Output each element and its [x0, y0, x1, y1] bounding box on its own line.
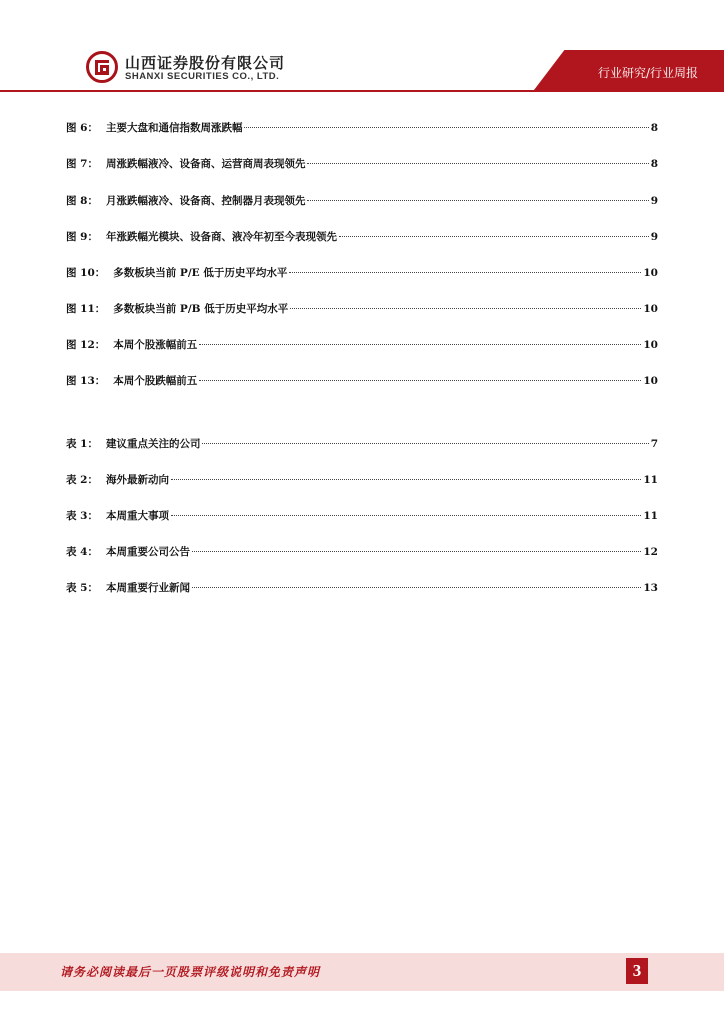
toc-entry-table-2[interactable] — [66, 472, 658, 492]
toc-entry-page: 10 — [643, 375, 658, 387]
toc-entry-title: 年涨跌幅光模块、设备商、液冷年初至今表现领先 — [105, 231, 337, 243]
toc-entry-page: 11 — [643, 474, 658, 486]
toc-entry-number: 表 5： — [66, 582, 98, 594]
toc-entry-number: 图 13： — [66, 375, 106, 387]
toc-entry-figure-6[interactable] — [66, 120, 658, 140]
toc-leader-dots — [307, 200, 648, 201]
toc-entry-page: 11 — [643, 510, 658, 522]
toc-entry-title: 多数板块当前 P/E 低于历史平均水平 — [113, 267, 288, 279]
toc-entry-number: 图 10： — [66, 267, 106, 279]
toc-entry-number: 表 1： — [66, 438, 98, 450]
header-divider — [0, 90, 724, 92]
toc-leader-dots — [307, 163, 648, 164]
toc-entry-title: 本周重大事项 — [105, 510, 169, 522]
toc-leader-dots — [171, 515, 641, 516]
toc-entry-figure-9[interactable] — [66, 229, 658, 249]
footer-disclaimer: 请务必阅读最后一页股票评级说明和免责声明 — [60, 965, 321, 979]
toc-entry-title: 周涨跌幅液冷、设备商、运营商周表现领先 — [105, 158, 306, 170]
toc-entry-page: 9 — [650, 195, 658, 207]
toc-leader-dots — [339, 236, 649, 237]
toc-entry-title: 本周重要行业新闻 — [105, 582, 190, 594]
toc-leader-dots — [171, 479, 641, 480]
toc-leader-dots — [289, 272, 641, 273]
toc-entry-table-1[interactable] — [66, 436, 658, 456]
toc-entry-number: 表 4： — [66, 546, 98, 558]
toc-entry-number: 表 2： — [66, 474, 98, 486]
company-name-cn: 山西证券股份有限公司 — [125, 54, 286, 72]
toc-entry-title: 多数板块当前 P/B 低于历史平均水平 — [113, 303, 289, 315]
toc-entry-title: 建议重点关注的公司 — [105, 438, 201, 450]
toc-entry-figure-12[interactable] — [66, 337, 658, 357]
company-name-en: SHANXI SECURITIES CO., LTD. — [125, 71, 280, 82]
toc-entry-page: 10 — [643, 339, 658, 351]
company-logo-icon — [86, 51, 118, 83]
toc-entry-table-3[interactable] — [66, 508, 658, 528]
toc-entry-number: 图 12： — [66, 339, 106, 351]
toc-leader-dots — [192, 551, 641, 552]
toc-entry-number: 图 6： — [66, 122, 98, 134]
page-header — [0, 0, 724, 100]
toc-leader-dots — [199, 380, 641, 381]
toc-entry-number: 图 8： — [66, 195, 98, 207]
toc-leader-dots — [192, 587, 641, 588]
toc-entry-title: 月涨跌幅液冷、设备商、控制器月表现领先 — [105, 195, 306, 207]
toc-leader-dots — [199, 344, 641, 345]
toc-entry-table-4[interactable] — [66, 544, 658, 564]
toc-entry-page: 8 — [650, 122, 658, 134]
toc-entry-page: 9 — [650, 231, 658, 243]
toc-leader-dots — [244, 127, 648, 128]
toc-entry-number: 图 9： — [66, 231, 98, 243]
toc-entry-page: 7 — [650, 438, 658, 450]
toc-entry-page: 12 — [643, 546, 658, 558]
page-number: 3 — [626, 958, 648, 984]
toc-leader-dots — [290, 308, 641, 309]
toc-entry-number: 图 7： — [66, 158, 98, 170]
toc-entry-page: 10 — [643, 267, 658, 279]
toc-entry-number: 表 3： — [66, 510, 98, 522]
toc-entry-number: 图 11： — [66, 303, 106, 315]
toc-entry-figure-13[interactable] — [66, 373, 658, 393]
toc-entry-page: 8 — [650, 158, 658, 170]
toc-entry-title: 海外最新动向 — [105, 474, 169, 486]
toc-entry-page: 10 — [643, 303, 658, 315]
toc-entry-title: 本周重要公司公告 — [105, 546, 190, 558]
toc-leader-dots — [202, 443, 648, 444]
toc-entry-title: 本周个股跌幅前五 — [113, 375, 198, 387]
toc-entry-figure-8[interactable] — [66, 193, 658, 213]
toc-entry-figure-7[interactable] — [66, 156, 658, 176]
toc-entry-table-5[interactable] — [66, 580, 658, 600]
toc-entry-figure-10[interactable] — [66, 265, 658, 285]
report-type-label: 行业研究/行业周报 — [597, 66, 698, 80]
toc-entry-page: 13 — [643, 582, 658, 594]
toc-entry-figure-11[interactable] — [66, 301, 658, 321]
toc-entry-title: 本周个股涨幅前五 — [113, 339, 198, 351]
toc-entry-title: 主要大盘和通信指数周涨跌幅 — [105, 122, 243, 134]
